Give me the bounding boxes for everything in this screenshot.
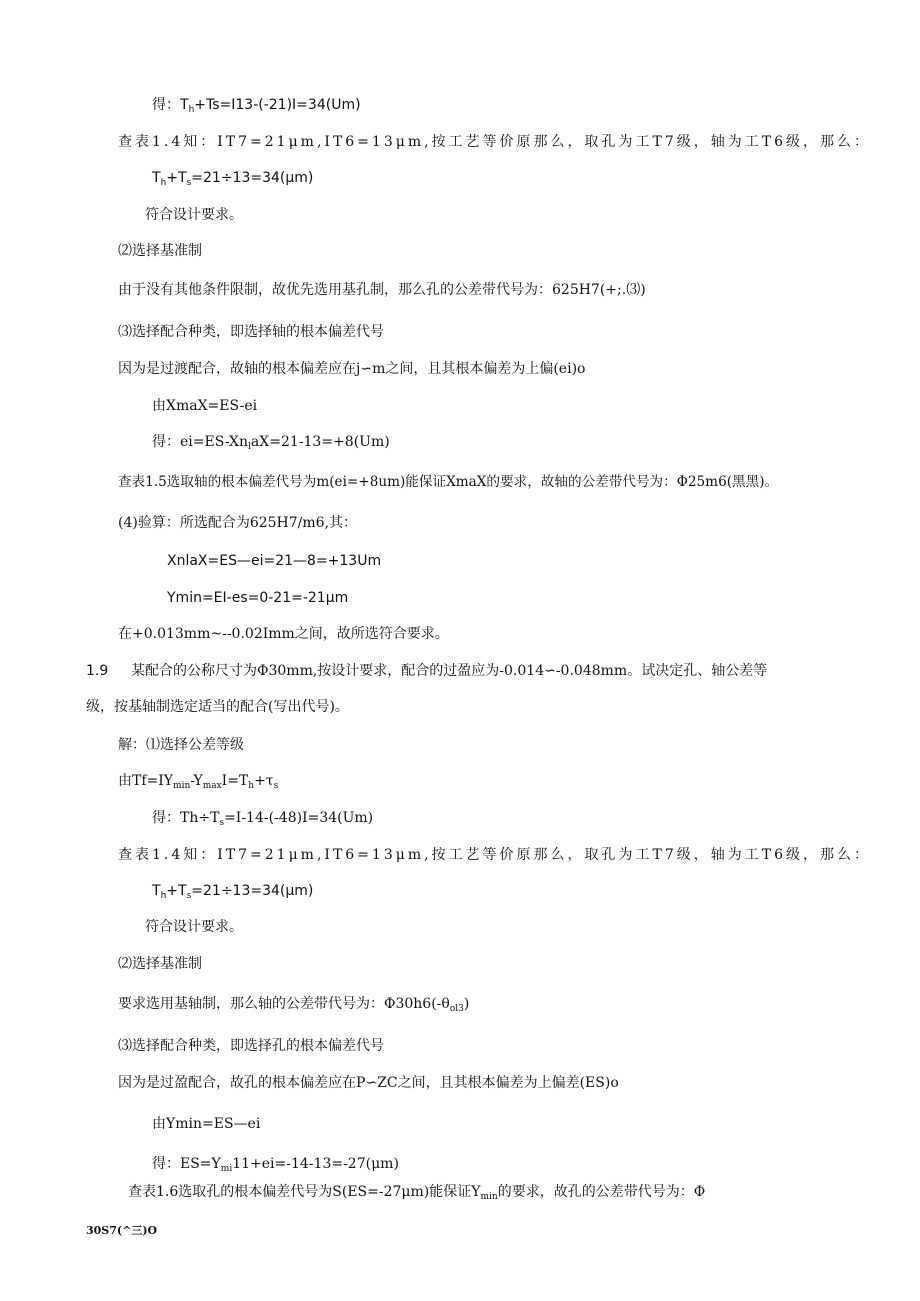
problem-number: 1.9 [86, 663, 109, 679]
line-18: 解：⑴选择公差等级 [118, 737, 244, 753]
line-1: 得：$T_h+Ts=I13-(-21)I=34(Um)$ [152, 97, 361, 115]
line-11: 查表1.5选取轴的根本偏差代号为m(ei=+8um)能保证XmaX的要求，故轴的公差带代号为：Φ25m6(黑黑)。 [118, 474, 779, 490]
line-6: 由于没有其他条件限制，故优先选用基孔制，那么孔的公差带代号为：625H7(+;.⑶) [118, 282, 646, 298]
line-19: 由$Tf=IY_{min}-Y_{max}I=T_h+\tau_s$ [118, 773, 279, 791]
line-15: 在+0.013mm~--0.02Imm之间，故所选符合要求。 [118, 626, 449, 642]
line-9: 由XmaX=ES-ei [152, 398, 258, 414]
line-24: ⑵选择基准制 [118, 956, 202, 972]
line-12: (4)验算：所选配合为625H7∕m6,其： [118, 515, 358, 531]
line-25: 要求选用基轴制，那么轴的公差带代号为：$\Phi 30h6(-\theta_{ol3})$ [118, 996, 470, 1014]
line-3: $T_h+T_s=21\div 13=34(\mu m)$ [152, 170, 314, 188]
line-22: $T_h+T_s=21\div 13=34(\mu m)$ [152, 883, 314, 901]
line-21: 查表1.4知：IT7=21μm,IT6=13μm,按工艺等价原那么，取孔为工T7级，轴为工T6级，那么： [118, 847, 872, 863]
line-30: 查表1.6选取孔的根本偏差代号为S(ES=-27μm)能保证$Y_{min}$的要求，故孔的公差带代号为：Φ [128, 1184, 706, 1202]
page-footer: 30S7(^三)O [86, 1224, 158, 1237]
line-4: 符合设计要求。 [145, 207, 243, 223]
line-14: Ymin=EI-es=0-21=-21μm [167, 590, 349, 606]
line-5: ⑵选择基准制 [118, 243, 202, 259]
line-10: 得：$ei=ES-Xn_laX=21-13=+8(Um)$ [152, 434, 390, 452]
line-28: 由Ymin=ES—ei [152, 1116, 261, 1132]
line-17: 级，按基轴制选定适当的配合(写出代号)。 [86, 699, 349, 715]
line-16: 某配合的公称尺寸为Φ30mm,按设计要求，配合的过盈应为-0.014∽-0.048mm。试决定孔、轴公差等 [131, 663, 768, 679]
line-27: 因为是过盈配合，故孔的根本偏差应在P∽ZC之间，且其根本偏差为上偏差(ES)o [118, 1075, 619, 1091]
line-8: 因为是过渡配合，故轴的根本偏差应在j∽m之间，且其根本偏差为上偏(ei)o [118, 361, 586, 377]
line-7: ⑶选择配合种类，即选择轴的根本偏差代号 [118, 324, 384, 340]
line-20: 得：$Th\div T_s=I-14-(-48)I=34(Um)$ [152, 810, 374, 828]
line-26: ⑶选择配合种类，即选择孔的根本偏差代号 [118, 1038, 384, 1054]
line-23: 符合设计要求。 [145, 919, 243, 935]
line-13: XnlaX=ES—ei=21—8=+13Um [167, 553, 382, 569]
line-2: 查表1.4知：IT7=21μm,IT6=13μm,按工艺等价原那么，取孔为工T7级，轴为工T6级，那么： [118, 134, 872, 150]
line-29: 得：$ES=Y_{mi}11+ei=-14-13=-27(\mu m)$ [152, 1156, 399, 1174]
